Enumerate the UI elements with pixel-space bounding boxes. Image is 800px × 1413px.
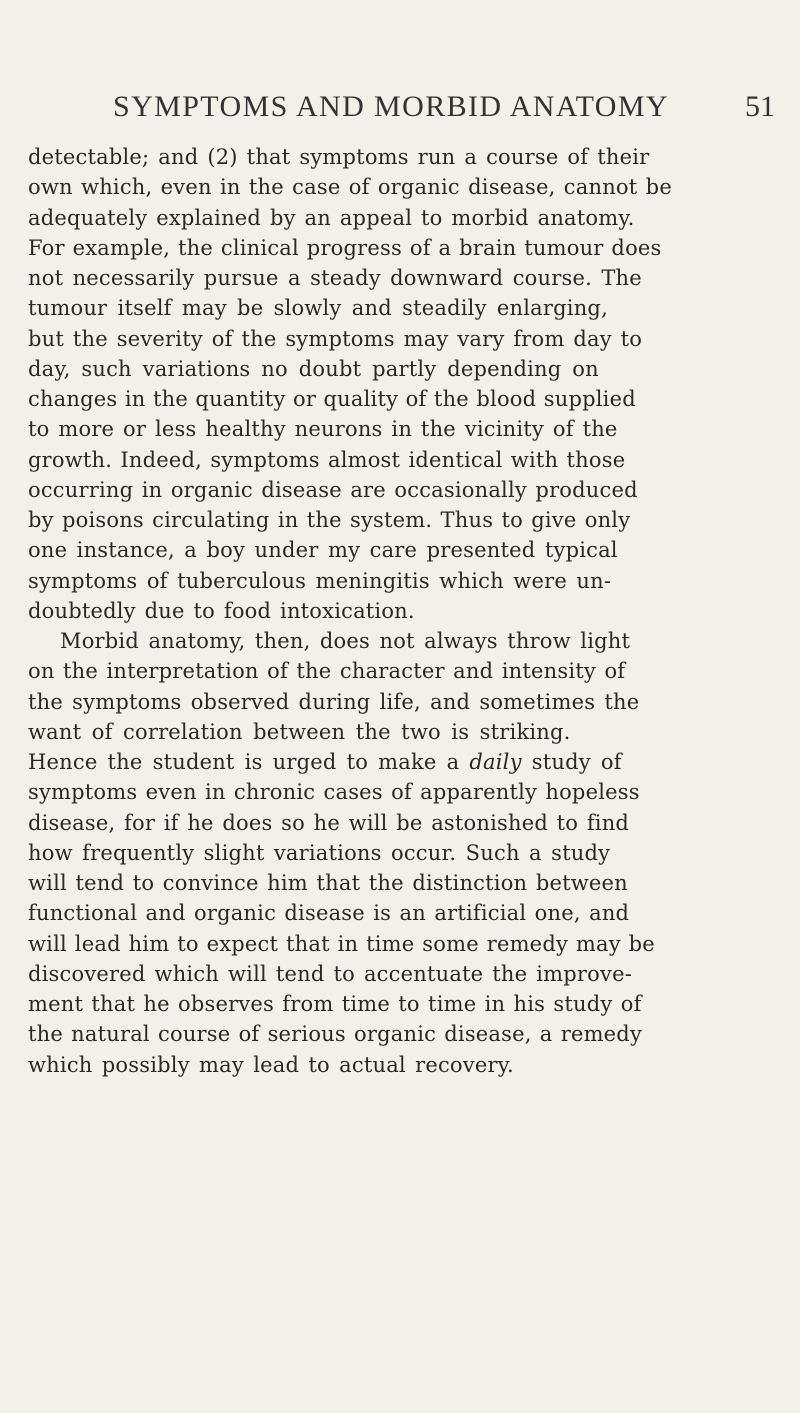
text-line <box>28 808 798 838</box>
page-number: 51 <box>745 90 775 123</box>
text-line <box>28 656 798 686</box>
text-line-content: functional and organic disease is an artificial one, and <box>28 901 630 926</box>
text-line <box>28 1019 798 1049</box>
text-line <box>28 263 798 293</box>
emphasized-word: daily <box>469 750 522 774</box>
text-line <box>28 717 798 747</box>
text-line-content: to more or less healthy neurons in the vicinity of the <box>28 417 618 442</box>
text-line <box>28 687 798 717</box>
running-head-title: SYMPTOMS AND MORBID ANATOMY <box>113 90 669 123</box>
text-line-content: growth. Indeed, symptoms almost identical with those <box>28 447 626 472</box>
text-line-content: Morbid anatomy, then, does not always throw light <box>60 629 631 653</box>
text-line-content: ment that he observes from time to time in his study of <box>28 992 642 1016</box>
text-line <box>28 414 798 444</box>
text-line-continuation: study of <box>521 750 622 774</box>
text-line-content: by poisons circulating in the system. Thus to give only <box>28 508 631 532</box>
text-line <box>28 172 798 202</box>
text-line <box>28 929 798 959</box>
text-line-content: will tend to convince him that the distinction between <box>28 871 628 895</box>
text-line <box>28 203 798 233</box>
text-line <box>28 384 798 414</box>
text-line <box>28 626 798 656</box>
text-line-content: day, such variations no doubt partly depending on <box>28 356 599 381</box>
text-line-content: the symptoms observed during life, and sometimes the <box>28 689 640 714</box>
text-line-content: Hence the student is urged to make a <box>28 750 470 774</box>
text-line-content: occurring in organic disease are occasionally produced <box>28 477 638 502</box>
text-line-content: detectable; and (2) that symptoms run a course of their <box>28 145 650 169</box>
text-line <box>28 566 798 596</box>
text-line-content: which possibly may lead to actual recovery. <box>28 1052 514 1077</box>
text-line <box>28 475 798 505</box>
text-line-content: will lead him to expect that in time some remedy may be <box>28 931 655 956</box>
text-line <box>28 535 798 565</box>
text-line <box>28 445 798 475</box>
running-head <box>0 90 800 126</box>
text-line <box>28 868 798 898</box>
text-line-content: own which, even in the case of organic disease, cannot be <box>28 175 672 200</box>
text-line-content: doubtedly due to food intoxication. <box>28 598 415 623</box>
text-line <box>28 142 798 172</box>
text-line-content: the natural course of serious organic disease, a remedy <box>28 1022 643 1047</box>
text-line-content: how frequently slight variations occur. Such a study <box>28 840 611 865</box>
text-line <box>28 293 798 323</box>
text-line-content: symptoms even in chronic cases of apparently hopeless <box>28 780 640 805</box>
text-line-content: discovered which will tend to accentuate the improve- <box>28 961 632 986</box>
text-line-content: but the severity of the symptoms may vary from day to <box>28 326 643 351</box>
text-line-content: not necessarily pursue a steady downward course. The <box>28 266 642 290</box>
text-line <box>28 959 798 989</box>
text-line-content: symptoms of tuberculous meningitis which were un- <box>28 568 612 593</box>
text-line-content: disease, for if he does so he will be astonished to find <box>28 810 630 835</box>
text-line-content: one instance, a boy under my care presented typical <box>28 538 618 563</box>
body-text <box>28 142 798 1080</box>
text-line <box>28 838 798 868</box>
text-line <box>28 354 798 384</box>
text-line-content: tumour itself may be slowly and steadily enlarging, <box>28 296 608 321</box>
text-line <box>28 898 798 928</box>
text-line-content: changes in the quantity or quality of the blood supplied <box>28 387 636 411</box>
text-line <box>28 989 798 1019</box>
text-line <box>28 596 798 626</box>
text-line-content: want of correlation between the two is striking. <box>28 719 571 744</box>
text-line <box>28 777 798 807</box>
text-line-content: on the interpretation of the character and intensity of <box>28 659 626 684</box>
text-line-content: adequately explained by an appeal to morbid anatomy. <box>28 205 635 230</box>
text-line <box>28 505 798 535</box>
text-line <box>28 1050 798 1080</box>
text-line-content: For example, the clinical progress of a brain tumour does <box>28 235 662 260</box>
text-line <box>28 747 798 777</box>
text-line <box>28 324 798 354</box>
text-line <box>28 233 798 263</box>
